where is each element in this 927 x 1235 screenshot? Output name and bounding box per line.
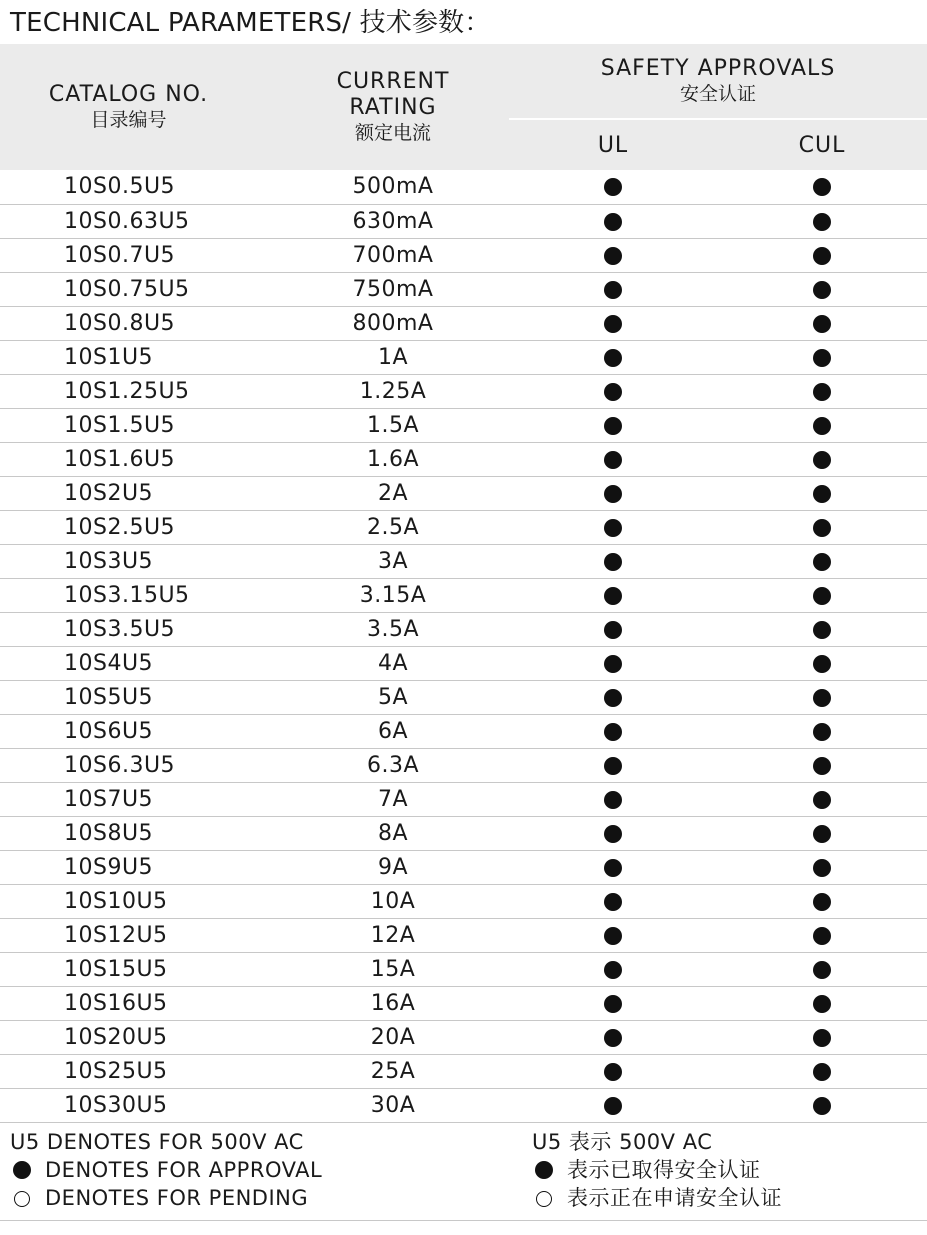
filled-circle-icon bbox=[813, 315, 831, 333]
note-approval-zh bbox=[532, 1156, 782, 1184]
current-rating-cell: 9A bbox=[277, 850, 509, 884]
cul-approval-cell bbox=[717, 238, 927, 272]
current-rating-cell: 5A bbox=[277, 680, 509, 714]
note-pending-zh bbox=[532, 1184, 782, 1212]
table-row bbox=[0, 646, 927, 680]
cul-approval-cell bbox=[717, 612, 927, 646]
catalog-number-cell: 10S3.5U5 bbox=[0, 612, 277, 646]
filled-circle-icon bbox=[604, 689, 622, 707]
cul-approval-cell bbox=[717, 544, 927, 578]
filled-circle-icon bbox=[604, 893, 622, 911]
table-row bbox=[0, 1020, 927, 1054]
filled-circle-icon bbox=[604, 178, 622, 196]
filled-circle-icon bbox=[604, 383, 622, 401]
catalog-number-cell: 10S1.6U5 bbox=[0, 442, 277, 476]
catalog-number-cell: 10S6U5 bbox=[0, 714, 277, 748]
current-rating-cell: 12A bbox=[277, 918, 509, 952]
ul-approval-cell bbox=[509, 170, 717, 204]
catalog-number-cell: 10S25U5 bbox=[0, 1054, 277, 1088]
catalog-number-cell: 10S1U5 bbox=[0, 340, 277, 374]
catalog-number-cell: 10S5U5 bbox=[0, 680, 277, 714]
table-row bbox=[0, 170, 927, 204]
note-voltage-en-text: U5 DENOTES FOR 500V AC bbox=[10, 1130, 304, 1154]
filled-circle-icon bbox=[813, 247, 831, 265]
table-row bbox=[0, 714, 927, 748]
filled-circle-icon bbox=[813, 791, 831, 809]
note-approval-zh-text: 表示已取得安全认证 bbox=[567, 1158, 761, 1182]
filled-circle-icon bbox=[813, 995, 831, 1013]
table-row bbox=[0, 850, 927, 884]
ul-approval-cell bbox=[509, 1088, 717, 1122]
ul-approval-cell bbox=[509, 850, 717, 884]
cul-approval-cell bbox=[717, 408, 927, 442]
current-rating-cell: 3A bbox=[277, 544, 509, 578]
cul-approval-cell bbox=[717, 816, 927, 850]
filled-circle-icon bbox=[604, 791, 622, 809]
filled-circle-icon bbox=[813, 178, 831, 196]
table-row bbox=[0, 884, 927, 918]
note-pending-zh-text: 表示正在申请安全认证 bbox=[567, 1186, 782, 1210]
current-rating-cell: 2.5A bbox=[277, 510, 509, 544]
rating-header-zh: 额定电流 bbox=[354, 122, 431, 144]
page-title: TECHNICAL PARAMETERS/ 技术参数： bbox=[10, 8, 491, 38]
filled-circle-icon bbox=[604, 621, 622, 639]
filled-circle-icon bbox=[813, 451, 831, 469]
cul-approval-cell bbox=[717, 340, 927, 374]
filled-circle-icon bbox=[535, 1161, 553, 1179]
table-row bbox=[0, 952, 927, 986]
catalog-number-cell: 10S0.75U5 bbox=[0, 272, 277, 306]
technical-parameters-table bbox=[0, 44, 927, 1123]
filled-circle-icon bbox=[604, 417, 622, 435]
table-row bbox=[0, 680, 927, 714]
catalog-number-cell: 10S3U5 bbox=[0, 544, 277, 578]
ul-approval-cell bbox=[509, 986, 717, 1020]
catalog-number-cell: 10S1.25U5 bbox=[0, 374, 277, 408]
current-rating-cell: 25A bbox=[277, 1054, 509, 1088]
ul-approval-cell bbox=[509, 272, 717, 306]
filled-circle-icon bbox=[604, 247, 622, 265]
current-rating-cell: 20A bbox=[277, 1020, 509, 1054]
filled-circle-icon bbox=[604, 519, 622, 537]
ul-approval-cell bbox=[509, 918, 717, 952]
table-row bbox=[0, 748, 927, 782]
ul-approval-cell bbox=[509, 1054, 717, 1088]
safety-header-en: SAFETY APPROVALS bbox=[600, 56, 836, 81]
table-row bbox=[0, 272, 927, 306]
catalog-number-cell: 10S2U5 bbox=[0, 476, 277, 510]
ul-approval-cell bbox=[509, 442, 717, 476]
filled-circle-icon bbox=[604, 213, 622, 231]
table-row bbox=[0, 816, 927, 850]
cul-approval-cell bbox=[717, 986, 927, 1020]
filled-circle-icon bbox=[813, 1029, 831, 1047]
catalog-number-cell: 10S1.5U5 bbox=[0, 408, 277, 442]
table-row bbox=[0, 1054, 927, 1088]
ul-approval-cell bbox=[509, 408, 717, 442]
catalog-number-cell: 10S15U5 bbox=[0, 952, 277, 986]
current-rating-cell: 3.15A bbox=[277, 578, 509, 612]
note-pending-en bbox=[10, 1184, 322, 1212]
table-row bbox=[0, 204, 927, 238]
filled-circle-icon bbox=[604, 1097, 622, 1115]
filled-circle-icon bbox=[813, 927, 831, 945]
filled-circle-icon bbox=[604, 995, 622, 1013]
cul-column-header: CUL bbox=[717, 119, 927, 170]
catalog-number-cell: 10S0.8U5 bbox=[0, 306, 277, 340]
legend-english bbox=[10, 1128, 322, 1212]
open-circle-icon bbox=[536, 1191, 552, 1207]
current-rating-cell: 30A bbox=[277, 1088, 509, 1122]
ul-approval-cell bbox=[509, 340, 717, 374]
filled-circle-icon bbox=[813, 417, 831, 435]
filled-circle-icon bbox=[813, 689, 831, 707]
filled-circle-icon bbox=[604, 757, 622, 775]
table-row bbox=[0, 544, 927, 578]
current-rating-cell: 800mA bbox=[277, 306, 509, 340]
catalog-number-cell: 10S2.5U5 bbox=[0, 510, 277, 544]
table-row bbox=[0, 1088, 927, 1122]
filled-circle-icon bbox=[604, 961, 622, 979]
filled-circle-icon bbox=[813, 757, 831, 775]
rating-header-en-2: RATING bbox=[349, 95, 437, 120]
filled-circle-icon bbox=[604, 655, 622, 673]
ul-approval-cell bbox=[509, 680, 717, 714]
catalog-number-cell: 10S16U5 bbox=[0, 986, 277, 1020]
filled-circle-icon bbox=[813, 383, 831, 401]
catalog-number-cell: 10S3.15U5 bbox=[0, 578, 277, 612]
filled-circle-icon bbox=[604, 927, 622, 945]
cul-approval-cell bbox=[717, 680, 927, 714]
cul-approval-cell bbox=[717, 714, 927, 748]
current-rating-cell: 1.5A bbox=[277, 408, 509, 442]
catalog-number-cell: 10S12U5 bbox=[0, 918, 277, 952]
table-row bbox=[0, 442, 927, 476]
safety-header-zh: 安全认证 bbox=[679, 83, 756, 105]
ul-approval-cell bbox=[509, 374, 717, 408]
current-rating-cell: 1.25A bbox=[277, 374, 509, 408]
catalog-number-cell: 10S20U5 bbox=[0, 1020, 277, 1054]
current-rating-cell: 500mA bbox=[277, 170, 509, 204]
ul-approval-cell bbox=[509, 476, 717, 510]
ul-approval-cell bbox=[509, 612, 717, 646]
cul-approval-cell bbox=[717, 442, 927, 476]
rating-column-header bbox=[277, 44, 509, 170]
current-rating-cell: 1.6A bbox=[277, 442, 509, 476]
current-rating-cell: 6A bbox=[277, 714, 509, 748]
current-rating-cell: 10A bbox=[277, 884, 509, 918]
ul-approval-cell bbox=[509, 238, 717, 272]
filled-circle-icon bbox=[813, 1063, 831, 1081]
table-row bbox=[0, 578, 927, 612]
table-body bbox=[0, 170, 927, 1122]
filled-circle-icon bbox=[604, 451, 622, 469]
catalog-number-cell: 10S10U5 bbox=[0, 884, 277, 918]
filled-circle-icon bbox=[813, 893, 831, 911]
filled-circle-icon bbox=[813, 553, 831, 571]
current-rating-cell: 6.3A bbox=[277, 748, 509, 782]
ul-approval-cell bbox=[509, 204, 717, 238]
filled-circle-icon bbox=[604, 281, 622, 299]
filled-circle-icon bbox=[813, 1097, 831, 1115]
table-row bbox=[0, 612, 927, 646]
filled-circle-icon bbox=[813, 213, 831, 231]
filled-circle-icon bbox=[604, 485, 622, 503]
legend-chinese bbox=[532, 1128, 782, 1212]
filled-circle-icon bbox=[813, 349, 831, 367]
cul-approval-cell bbox=[717, 170, 927, 204]
ul-approval-cell bbox=[509, 748, 717, 782]
cul-approval-cell bbox=[717, 1020, 927, 1054]
ul-approval-cell bbox=[509, 952, 717, 986]
cul-approval-cell bbox=[717, 782, 927, 816]
table-row bbox=[0, 374, 927, 408]
filled-circle-icon bbox=[813, 859, 831, 877]
table-row bbox=[0, 476, 927, 510]
current-rating-cell: 750mA bbox=[277, 272, 509, 306]
catalog-column-header bbox=[0, 44, 277, 170]
filled-circle-icon bbox=[813, 961, 831, 979]
catalog-header-en: CATALOG NO. bbox=[48, 82, 209, 107]
filled-circle-icon bbox=[813, 655, 831, 673]
cul-approval-cell bbox=[717, 1054, 927, 1088]
cul-approval-cell bbox=[717, 646, 927, 680]
cul-approval-cell bbox=[717, 850, 927, 884]
table-row bbox=[0, 340, 927, 374]
current-rating-cell: 8A bbox=[277, 816, 509, 850]
cul-approval-cell bbox=[717, 952, 927, 986]
cul-approval-cell bbox=[717, 1088, 927, 1122]
current-rating-cell: 700mA bbox=[277, 238, 509, 272]
ul-approval-cell bbox=[509, 782, 717, 816]
filled-circle-icon bbox=[604, 825, 622, 843]
ul-approval-cell bbox=[509, 306, 717, 340]
table-row bbox=[0, 782, 927, 816]
current-rating-cell: 7A bbox=[277, 782, 509, 816]
filled-circle-icon bbox=[13, 1161, 31, 1179]
rating-header-en-1: CURRENT bbox=[336, 69, 450, 94]
note-approval-en-text: DENOTES FOR APPROVAL bbox=[45, 1158, 323, 1182]
table-row bbox=[0, 918, 927, 952]
note-voltage-en bbox=[10, 1128, 322, 1156]
filled-circle-icon bbox=[813, 281, 831, 299]
catalog-number-cell: 10S9U5 bbox=[0, 850, 277, 884]
table-row bbox=[0, 986, 927, 1020]
ul-approval-cell bbox=[509, 510, 717, 544]
catalog-number-cell: 10S0.5U5 bbox=[0, 170, 277, 204]
safety-approvals-header bbox=[509, 44, 927, 119]
current-rating-cell: 15A bbox=[277, 952, 509, 986]
table-row bbox=[0, 306, 927, 340]
filled-circle-icon bbox=[813, 587, 831, 605]
filled-circle-icon bbox=[813, 485, 831, 503]
filled-circle-icon bbox=[604, 859, 622, 877]
catalog-number-cell: 10S30U5 bbox=[0, 1088, 277, 1122]
catalog-number-cell: 10S4U5 bbox=[0, 646, 277, 680]
ul-approval-cell bbox=[509, 816, 717, 850]
current-rating-cell: 630mA bbox=[277, 204, 509, 238]
note-voltage-zh bbox=[532, 1128, 782, 1156]
catalog-number-cell: 10S7U5 bbox=[0, 782, 277, 816]
filled-circle-icon bbox=[604, 553, 622, 571]
ul-approval-cell bbox=[509, 1020, 717, 1054]
legend-notes bbox=[0, 1128, 927, 1221]
cul-approval-cell bbox=[717, 748, 927, 782]
filled-circle-icon bbox=[604, 723, 622, 741]
catalog-number-cell: 10S6.3U5 bbox=[0, 748, 277, 782]
note-pending-en-text: DENOTES FOR PENDING bbox=[45, 1186, 309, 1210]
filled-circle-icon bbox=[604, 1029, 622, 1047]
cul-approval-cell bbox=[717, 884, 927, 918]
filled-circle-icon bbox=[813, 723, 831, 741]
note-approval-en bbox=[10, 1156, 322, 1184]
ul-approval-cell bbox=[509, 714, 717, 748]
ul-approval-cell bbox=[509, 646, 717, 680]
filled-circle-icon bbox=[604, 1063, 622, 1081]
current-rating-cell: 16A bbox=[277, 986, 509, 1020]
cul-approval-cell bbox=[717, 476, 927, 510]
filled-circle-icon bbox=[813, 621, 831, 639]
cul-approval-cell bbox=[717, 510, 927, 544]
filled-circle-icon bbox=[604, 349, 622, 367]
ul-approval-cell bbox=[509, 884, 717, 918]
cul-approval-cell bbox=[717, 918, 927, 952]
table-row bbox=[0, 238, 927, 272]
catalog-number-cell: 10S0.63U5 bbox=[0, 204, 277, 238]
filled-circle-icon bbox=[813, 825, 831, 843]
catalog-number-cell: 10S8U5 bbox=[0, 816, 277, 850]
cul-approval-cell bbox=[717, 204, 927, 238]
note-voltage-zh-text: U5 表示 500V AC bbox=[532, 1130, 713, 1154]
catalog-number-cell: 10S0.7U5 bbox=[0, 238, 277, 272]
open-circle-icon bbox=[14, 1191, 30, 1207]
catalog-header-zh: 目录编号 bbox=[90, 109, 167, 131]
cul-approval-cell bbox=[717, 272, 927, 306]
cul-approval-cell bbox=[717, 578, 927, 612]
current-rating-cell: 3.5A bbox=[277, 612, 509, 646]
ul-approval-cell bbox=[509, 544, 717, 578]
filled-circle-icon bbox=[813, 519, 831, 537]
table-row bbox=[0, 510, 927, 544]
current-rating-cell: 4A bbox=[277, 646, 509, 680]
filled-circle-icon bbox=[604, 587, 622, 605]
current-rating-cell: 1A bbox=[277, 340, 509, 374]
cul-approval-cell bbox=[717, 306, 927, 340]
current-rating-cell: 2A bbox=[277, 476, 509, 510]
ul-approval-cell bbox=[509, 578, 717, 612]
cul-approval-cell bbox=[717, 374, 927, 408]
ul-column-header: UL bbox=[509, 119, 717, 170]
filled-circle-icon bbox=[604, 315, 622, 333]
table-row bbox=[0, 408, 927, 442]
